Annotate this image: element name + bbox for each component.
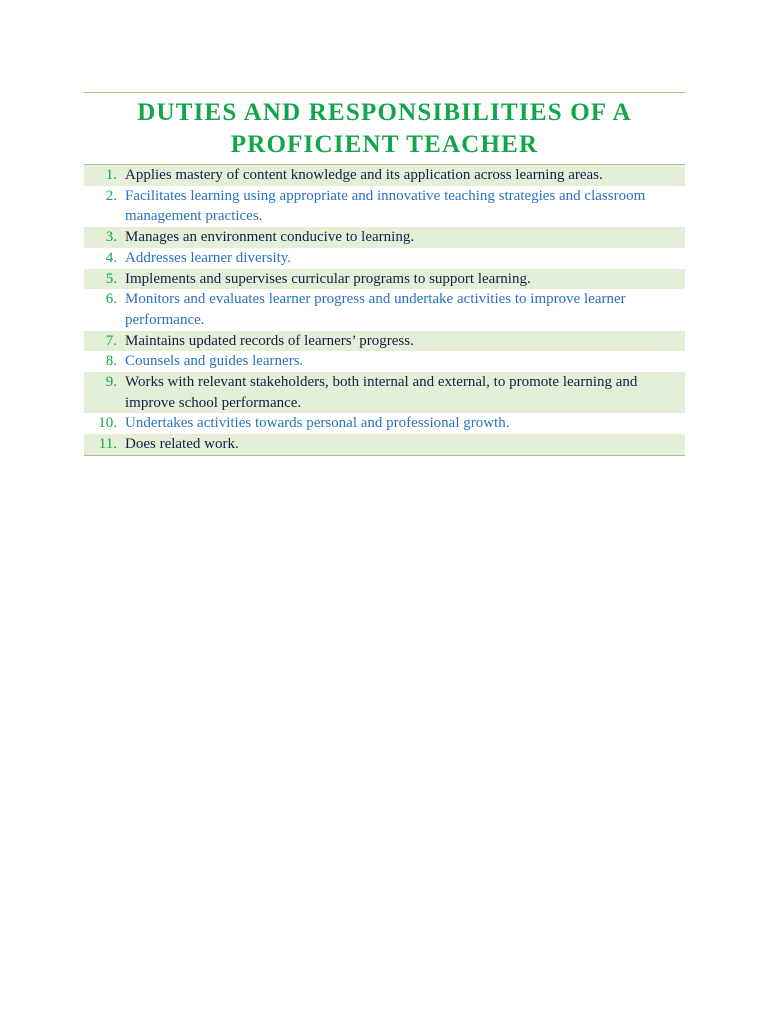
item-text: Does related work. xyxy=(125,436,239,453)
list-item xyxy=(84,434,685,455)
item-number: 5. xyxy=(105,270,117,287)
title-line-1: DUTIES AND RESPONSIBILITIES OF A xyxy=(137,99,632,126)
item-text: Monitors and evaluates learner progress and undertake activities to improve learner performance. xyxy=(125,291,626,328)
list-item xyxy=(84,165,685,186)
page-title xyxy=(84,93,685,164)
item-text: Facilitates learning using appropriate and innovative teaching strategies and classroom management practices. xyxy=(125,187,646,225)
item-number: 6. xyxy=(105,291,117,308)
item-text: Implements and supervises curricular programs to support learning. xyxy=(125,270,531,287)
item-number: 11. xyxy=(98,436,117,453)
list-item xyxy=(84,269,685,290)
item-number: 2. xyxy=(105,187,117,204)
item-number: 9. xyxy=(105,374,117,391)
list-item xyxy=(84,186,685,227)
item-number: 3. xyxy=(105,229,117,246)
list-item xyxy=(84,351,685,372)
item-number: 10. xyxy=(98,415,117,432)
item-text: Works with relevant stakeholders, both internal and external, to promote learning and improve school performance. xyxy=(125,374,638,411)
item-number: 4. xyxy=(105,249,117,266)
item-number: 1. xyxy=(105,167,117,183)
item-text: Applies mastery of content knowledge and its application across learning areas. xyxy=(125,167,603,183)
list-item xyxy=(84,289,685,330)
list-item xyxy=(84,248,685,269)
item-number: 7. xyxy=(105,332,117,349)
duty-list xyxy=(84,164,685,456)
item-number: 8. xyxy=(105,353,117,370)
item-text: Undertakes activities towards personal and professional growth. xyxy=(125,415,510,432)
list-item xyxy=(84,331,685,352)
title-line-2: PROFICIENT TEACHER xyxy=(230,131,539,158)
item-text: Manages an environment conducive to learning. xyxy=(125,229,415,246)
list-item xyxy=(84,413,685,434)
list-item xyxy=(84,372,685,413)
list-item xyxy=(84,227,685,248)
item-text: Addresses learner diversity. xyxy=(125,249,292,266)
item-text: Counsels and guides learners. xyxy=(125,353,304,370)
document-page xyxy=(84,92,685,456)
item-text: Maintains updated records of learners’ progress. xyxy=(125,332,414,349)
